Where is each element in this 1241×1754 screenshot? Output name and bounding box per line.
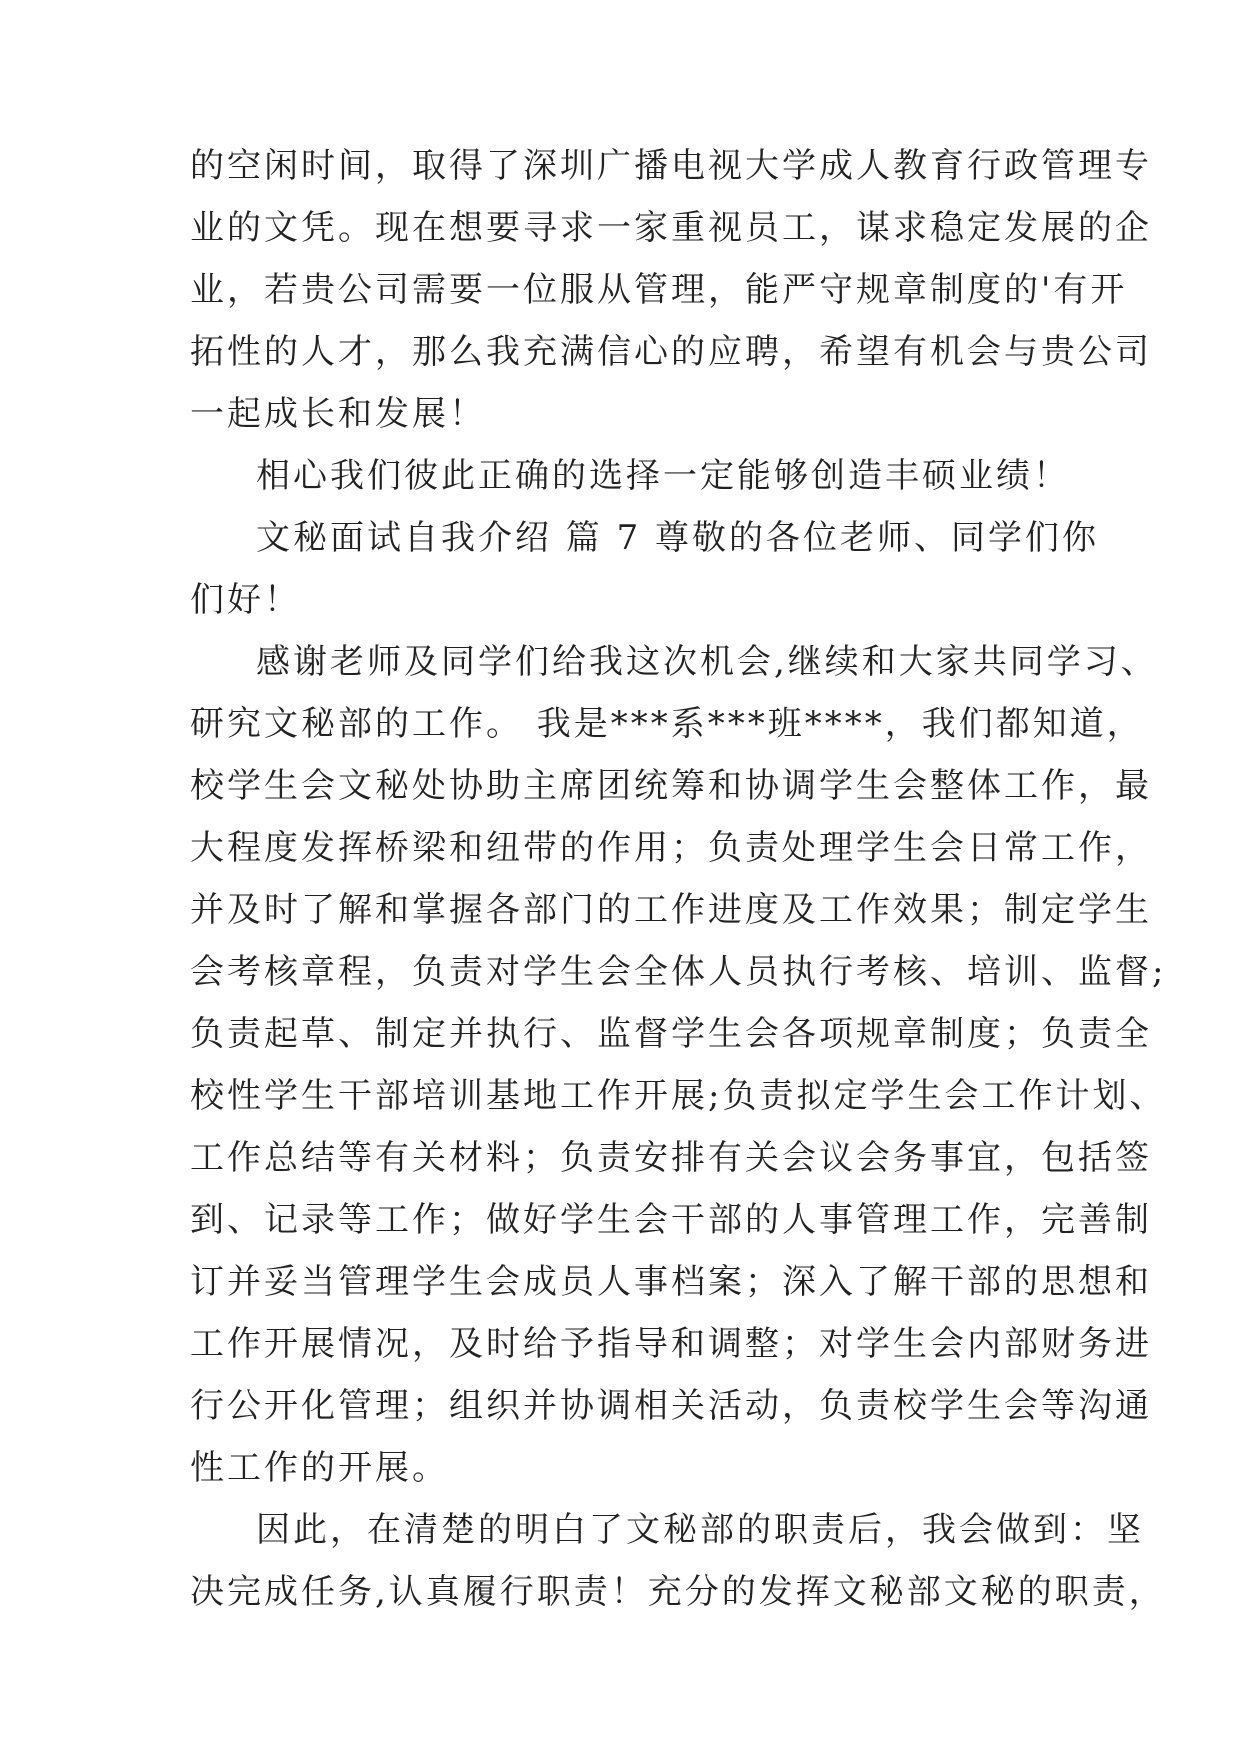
text-line: 拓性的人才，那么我充满信心的应聘，希望有机会与贵公司 [190, 332, 1152, 372]
text-line: 行公开化管理；组织并协调相关活动，负责校学生会等沟通 [190, 1386, 1152, 1426]
text-line: 负责起草、制定并执行、监督学生会各项规章制度；负责全 [190, 1014, 1152, 1054]
text-line: 一起成长和发展！ [190, 394, 486, 434]
text-line: 并及时了解和掌握各部门的工作进度及工作效果；制定学生 [190, 890, 1152, 930]
text-line: 相心我们彼此正确的选择一定能够创造丰硕业绩！ [256, 456, 1070, 496]
text-line: 订并妥当管理学生会成员人事档案；深入了解干部的思想和 [190, 1262, 1152, 1302]
text-line: 研究文秘部的工作。 我是***系***班****，我们都知道， [190, 704, 1144, 744]
text-line: 性工作的开展。 [190, 1448, 449, 1488]
text-line: 工作开展情况，及时给予指导和调整；对学生会内部财务进 [190, 1324, 1152, 1364]
text-line: 校学生会文秘处协助主席团统筹和协调学生会整体工作，最 [190, 766, 1152, 806]
text-line: 到、记录等工作；做好学生会干部的人事管理工作，完善制 [190, 1200, 1152, 1240]
text-line: 工作总结等有关材料；负责安排有关会议会务事宜，包括签 [190, 1138, 1152, 1178]
text-line: 感谢老师及同学们给我这次机会,继续和大家共同学习、 [256, 642, 1158, 682]
text-line: 校性学生干部培训基地工作开展;负责拟定学生会工作计划、 [190, 1076, 1167, 1116]
text-line: 业的文凭。现在想要寻求一家重视员工，谋求稳定发展的企 [190, 208, 1152, 248]
text-line: 大程度发挥桥梁和纽带的作用；负责处理学生会日常工作， [190, 828, 1152, 868]
text-line: 们好！ [190, 580, 301, 620]
text-line: 决完成任务,认真履行职责！充分的发挥文秘部文秘的职责， [190, 1572, 1166, 1612]
section-heading-line: 文秘面试自我介绍 篇 7 尊敬的各位老师、同学们你 [256, 518, 1100, 558]
text-line: 的空闲时间，取得了深圳广播电视大学成人教育行政管理专 [190, 146, 1152, 186]
text-line: 会考核章程，负责对学生会全体人员执行考核、培训、监督; [190, 952, 1167, 992]
text-line: 因此，在清楚的明白了文秘部的职责后，我会做到：坚 [256, 1510, 1144, 1550]
text-line: 业，若贵公司需要一位服从管理，能严守规章制度的'有开 [190, 270, 1128, 310]
